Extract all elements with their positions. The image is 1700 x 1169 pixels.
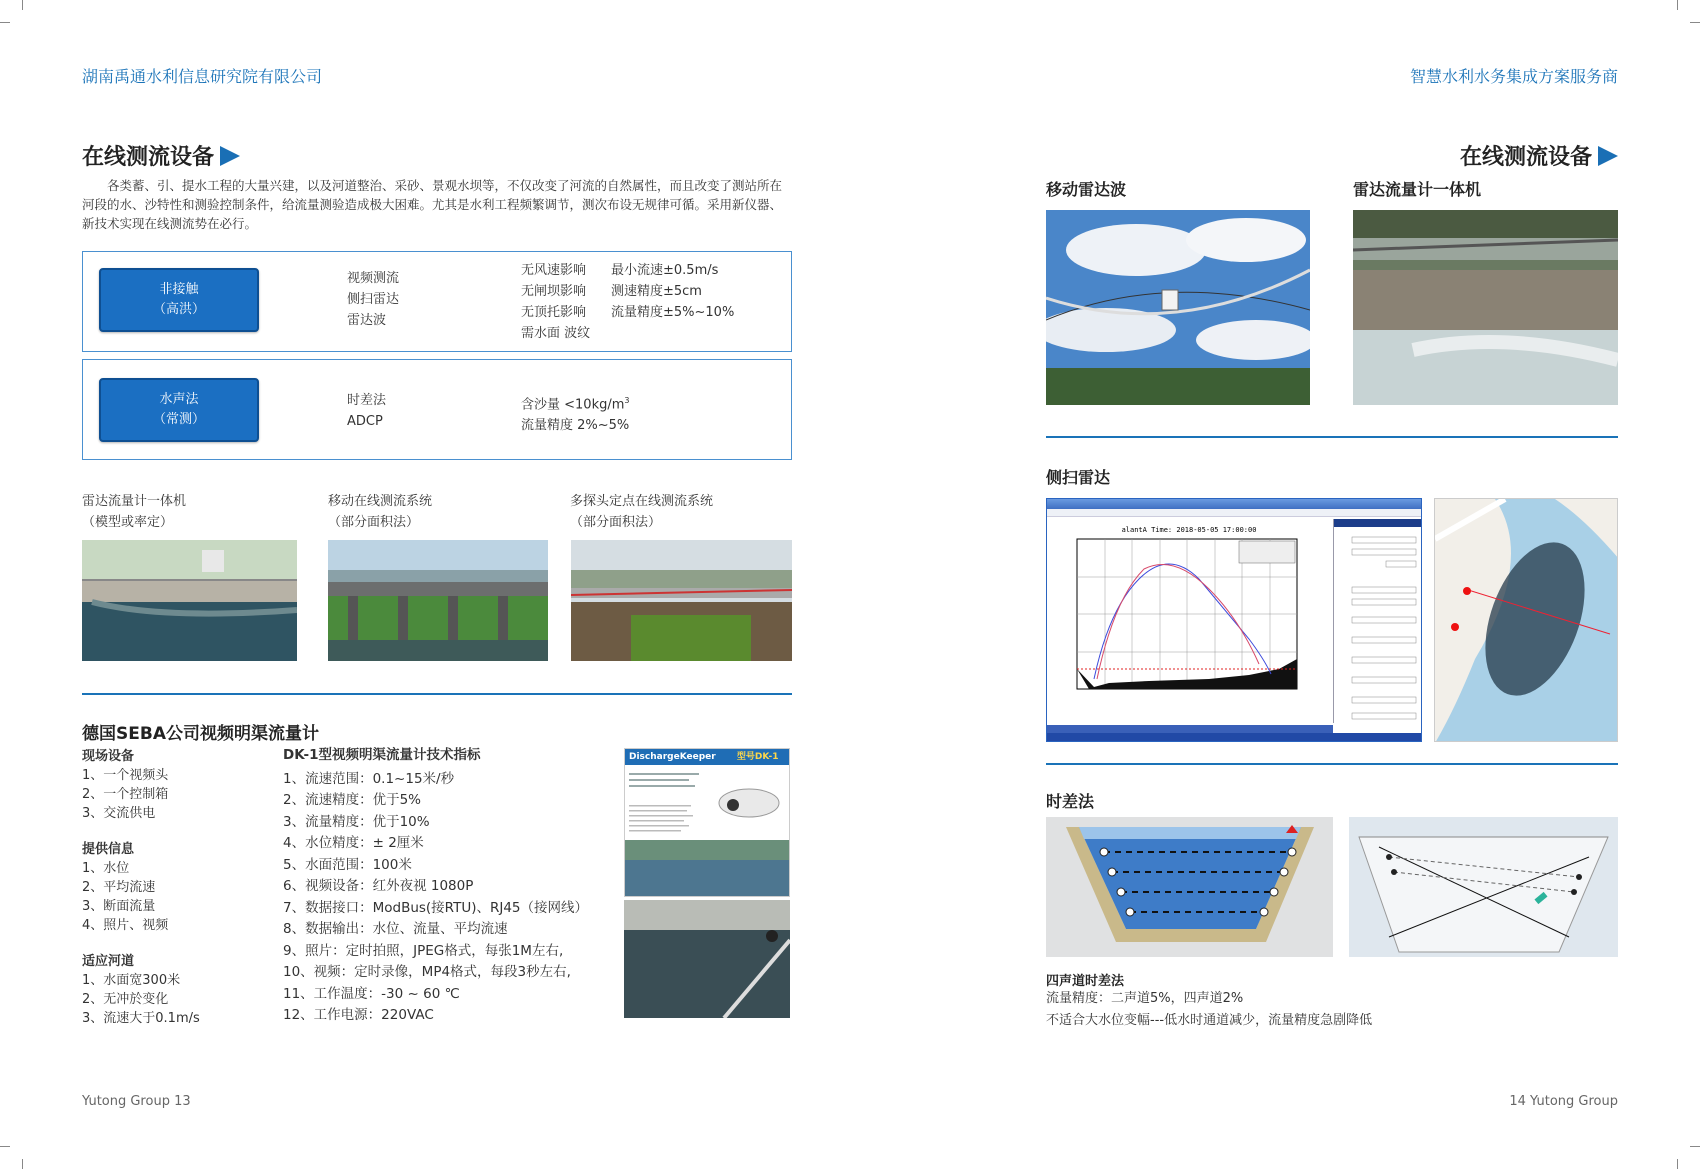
feature-list [521, 260, 590, 344]
left-title-text: 在线测流设备 [82, 145, 215, 170]
provided-info-list [82, 840, 168, 935]
caption-line: （模型或率定） [82, 515, 174, 530]
crop-mark [1690, 1146, 1700, 1147]
spec-line: 5、水面范围：100米 [283, 856, 412, 873]
side-scan-radar-title: 侧扫雷达 [1046, 468, 1111, 487]
spec-line: 3、流量精度：优于10% [283, 813, 430, 830]
config-header [1334, 519, 1421, 527]
sediment-value: 含沙量 <10kg/m [521, 397, 625, 413]
window-titlebar [1047, 499, 1421, 509]
list-item: 3、流速大于0.1m/s [82, 1011, 200, 1026]
spec-line: 7、数据接口：ModBus(接RTU)、RJ45（接网线） [283, 899, 589, 916]
four-channel-accuracy: 流量精度：二声道5%，四声道2% [1046, 991, 1244, 1006]
company-slogan: 智慧水利水务集成方案服务商 [1409, 67, 1618, 86]
list-item: 4、照片、视频 [82, 918, 169, 933]
section-divider [1046, 763, 1618, 765]
non-contact-pill [99, 268, 259, 332]
spec-list [611, 260, 734, 323]
feature-item: 无顶托影响 [521, 305, 587, 320]
mobile-system-photo [328, 540, 548, 661]
acoustic-pill [99, 378, 259, 442]
pill-label: 水声法 [159, 392, 199, 407]
config-panel [1333, 519, 1421, 723]
photo-caption [328, 491, 432, 533]
list-item: 1、一个视频头 [82, 768, 169, 783]
list-item: 2、无冲於变化 [82, 992, 169, 1007]
brochure-brand: DischargeKeeper [629, 752, 716, 762]
tabs-bar [1047, 725, 1333, 733]
spec-line: 4、水位精度：± 2厘米 [283, 835, 424, 851]
company-name: 湖南禹通水利信息研究院有限公司 [82, 67, 323, 86]
radar-integrated-caption: 雷达流量计一体机 [1353, 180, 1482, 199]
canal-photo [624, 900, 790, 1018]
mobile-radar-photo [1046, 210, 1310, 405]
spec-line: 12、工作电源：220VAC [283, 1007, 434, 1023]
flow-chart [1049, 519, 1329, 723]
radar-bridge-photo [82, 540, 297, 661]
list-item: 2、平均流速 [82, 880, 156, 895]
seba-title: 德国SEBA公司视频明渠流量计 [82, 724, 319, 744]
pill-label: 非接触 [159, 282, 199, 297]
pill-sublabel: （高洪） [152, 302, 205, 317]
brochure-header [625, 749, 789, 765]
spec-line: 1、流速范围：0.1~15米/秒 [283, 770, 455, 787]
four-channel-title: 四声道时差法 [1046, 974, 1125, 989]
right-page-title [1460, 140, 1618, 171]
arrow-right-icon [1598, 146, 1618, 166]
crop-mark [0, 22, 10, 23]
spec-line: 2、流速精度：优于5% [283, 792, 422, 808]
photo-caption [570, 491, 713, 533]
spec-line: 8、数据输出：水位、流量、平均流速 [283, 921, 508, 937]
spec-line: 10、视频：定时录像，MP4格式，每段3秒左右, [283, 964, 571, 980]
right-title-text: 在线测流设备 [1459, 145, 1592, 170]
method-list [347, 390, 386, 432]
dk1-brochure-image [624, 748, 790, 897]
method-list [347, 268, 399, 331]
spec-line: 9、照片：定时拍照，JPEG格式，每张1M左右, [283, 942, 564, 959]
brochure-model: 型号DK-1 [736, 752, 779, 762]
arrow-right-icon [220, 146, 240, 166]
method-item: 侧扫雷达 [347, 292, 400, 307]
mobile-radar-caption: 移动雷达波 [1046, 180, 1127, 199]
intro-paragraph: 各类蓄、引、提水工程的大量兴建，以及河道整治、采砂、景观水坝等，不仅改变了河流的自然属性，而且改变了测站所在河段的水、沙特性和测验控制条件，给流量测验造成极大困难。尤其是水利工程频繁调节，测次布设无规律可循。采用新仪器、新技术实现在线测流势在必行。 [82, 178, 783, 231]
superscript: 3 [624, 396, 630, 405]
time-difference-title: 时差法 [1046, 792, 1095, 811]
spec-item: 流量精度 2%~5% [521, 418, 630, 434]
caption-line: 移动在线测流系统 [328, 494, 433, 509]
spec-item: 流量精度±5%~10% [611, 305, 735, 320]
crop-mark [1690, 22, 1700, 23]
four-channel-limitation: 不适合大水位变幅---低水时通道减少，流量精度急剧降低 [1046, 1013, 1373, 1028]
acoustic-box [82, 359, 792, 460]
radar-bridge-river-photo [1353, 210, 1618, 405]
spec-item: 测速精度±5cm [611, 284, 702, 299]
list-item: 2、一个控制箱 [82, 787, 169, 802]
radar-software-screenshot [1046, 498, 1422, 742]
feature-item: 无闸坝影响 [521, 284, 587, 299]
method-item: 视频测流 [347, 271, 400, 286]
crop-mark [0, 1146, 10, 1147]
feature-item: 需水面 波纹 [521, 326, 591, 341]
channel-list [82, 952, 200, 1028]
list-item: 3、断面流量 [82, 899, 156, 914]
chart-title: alantA Time: 2018-05-05 17:00:00 [1121, 526, 1257, 534]
list-heading: 提供信息 [82, 842, 135, 857]
config-fields [1334, 527, 1422, 723]
section-divider [82, 693, 792, 695]
list-item: 1、水位 [82, 861, 130, 876]
spec-line: 11、工作温度：-30 ~ 60 ℃ [283, 985, 460, 1002]
list-heading: 适应河道 [82, 954, 135, 969]
list-item: 3、交流供电 [82, 806, 156, 821]
list-heading: 现场设备 [82, 749, 135, 764]
list-item: 1、水面宽300米 [82, 973, 181, 988]
dk1-spec-list [283, 745, 588, 1027]
method-item: 时差法 [347, 393, 387, 408]
field-equipment-list [82, 747, 168, 823]
river-radar-map [1434, 498, 1618, 742]
legend-box [1239, 541, 1295, 563]
right-footer: 14 Yutong Group [1509, 1094, 1618, 1109]
method-item: 雷达波 [347, 313, 387, 328]
spec-list [521, 390, 630, 436]
menu-bar [1047, 509, 1421, 517]
crop-mark [1677, 1159, 1678, 1169]
spec-item: 最小流速±0.5m/s [611, 263, 719, 278]
crop-mark [22, 0, 23, 10]
feature-item: 无风速影响 [521, 263, 587, 278]
pill-sublabel: （常测） [152, 412, 205, 427]
crop-mark [1677, 0, 1678, 10]
status-bar [1047, 733, 1421, 741]
method-item: ADCP [347, 414, 383, 429]
spec-heading: DK-1型视频明渠流量计技术指标 [283, 747, 481, 763]
caption-line: 多探头定点在线测流系统 [570, 494, 714, 509]
caption-line: （部分面积法） [570, 515, 662, 530]
spec-line: 6、视频设备：红外夜视 1080P [283, 878, 474, 894]
caption-line: 雷达流量计一体机 [82, 494, 187, 509]
left-footer: Yutong Group 13 [82, 1094, 191, 1109]
section-divider [1046, 436, 1618, 438]
non-contact-box [82, 251, 792, 352]
left-page-title [82, 140, 240, 171]
channel-perspective-diagram [1349, 817, 1618, 957]
sediment-spec [521, 390, 630, 415]
crop-mark [22, 1159, 23, 1169]
cross-section-diagram [1046, 817, 1333, 957]
multi-probe-photo [571, 540, 792, 661]
caption-line: （部分面积法） [328, 515, 420, 530]
photo-caption [82, 491, 186, 533]
